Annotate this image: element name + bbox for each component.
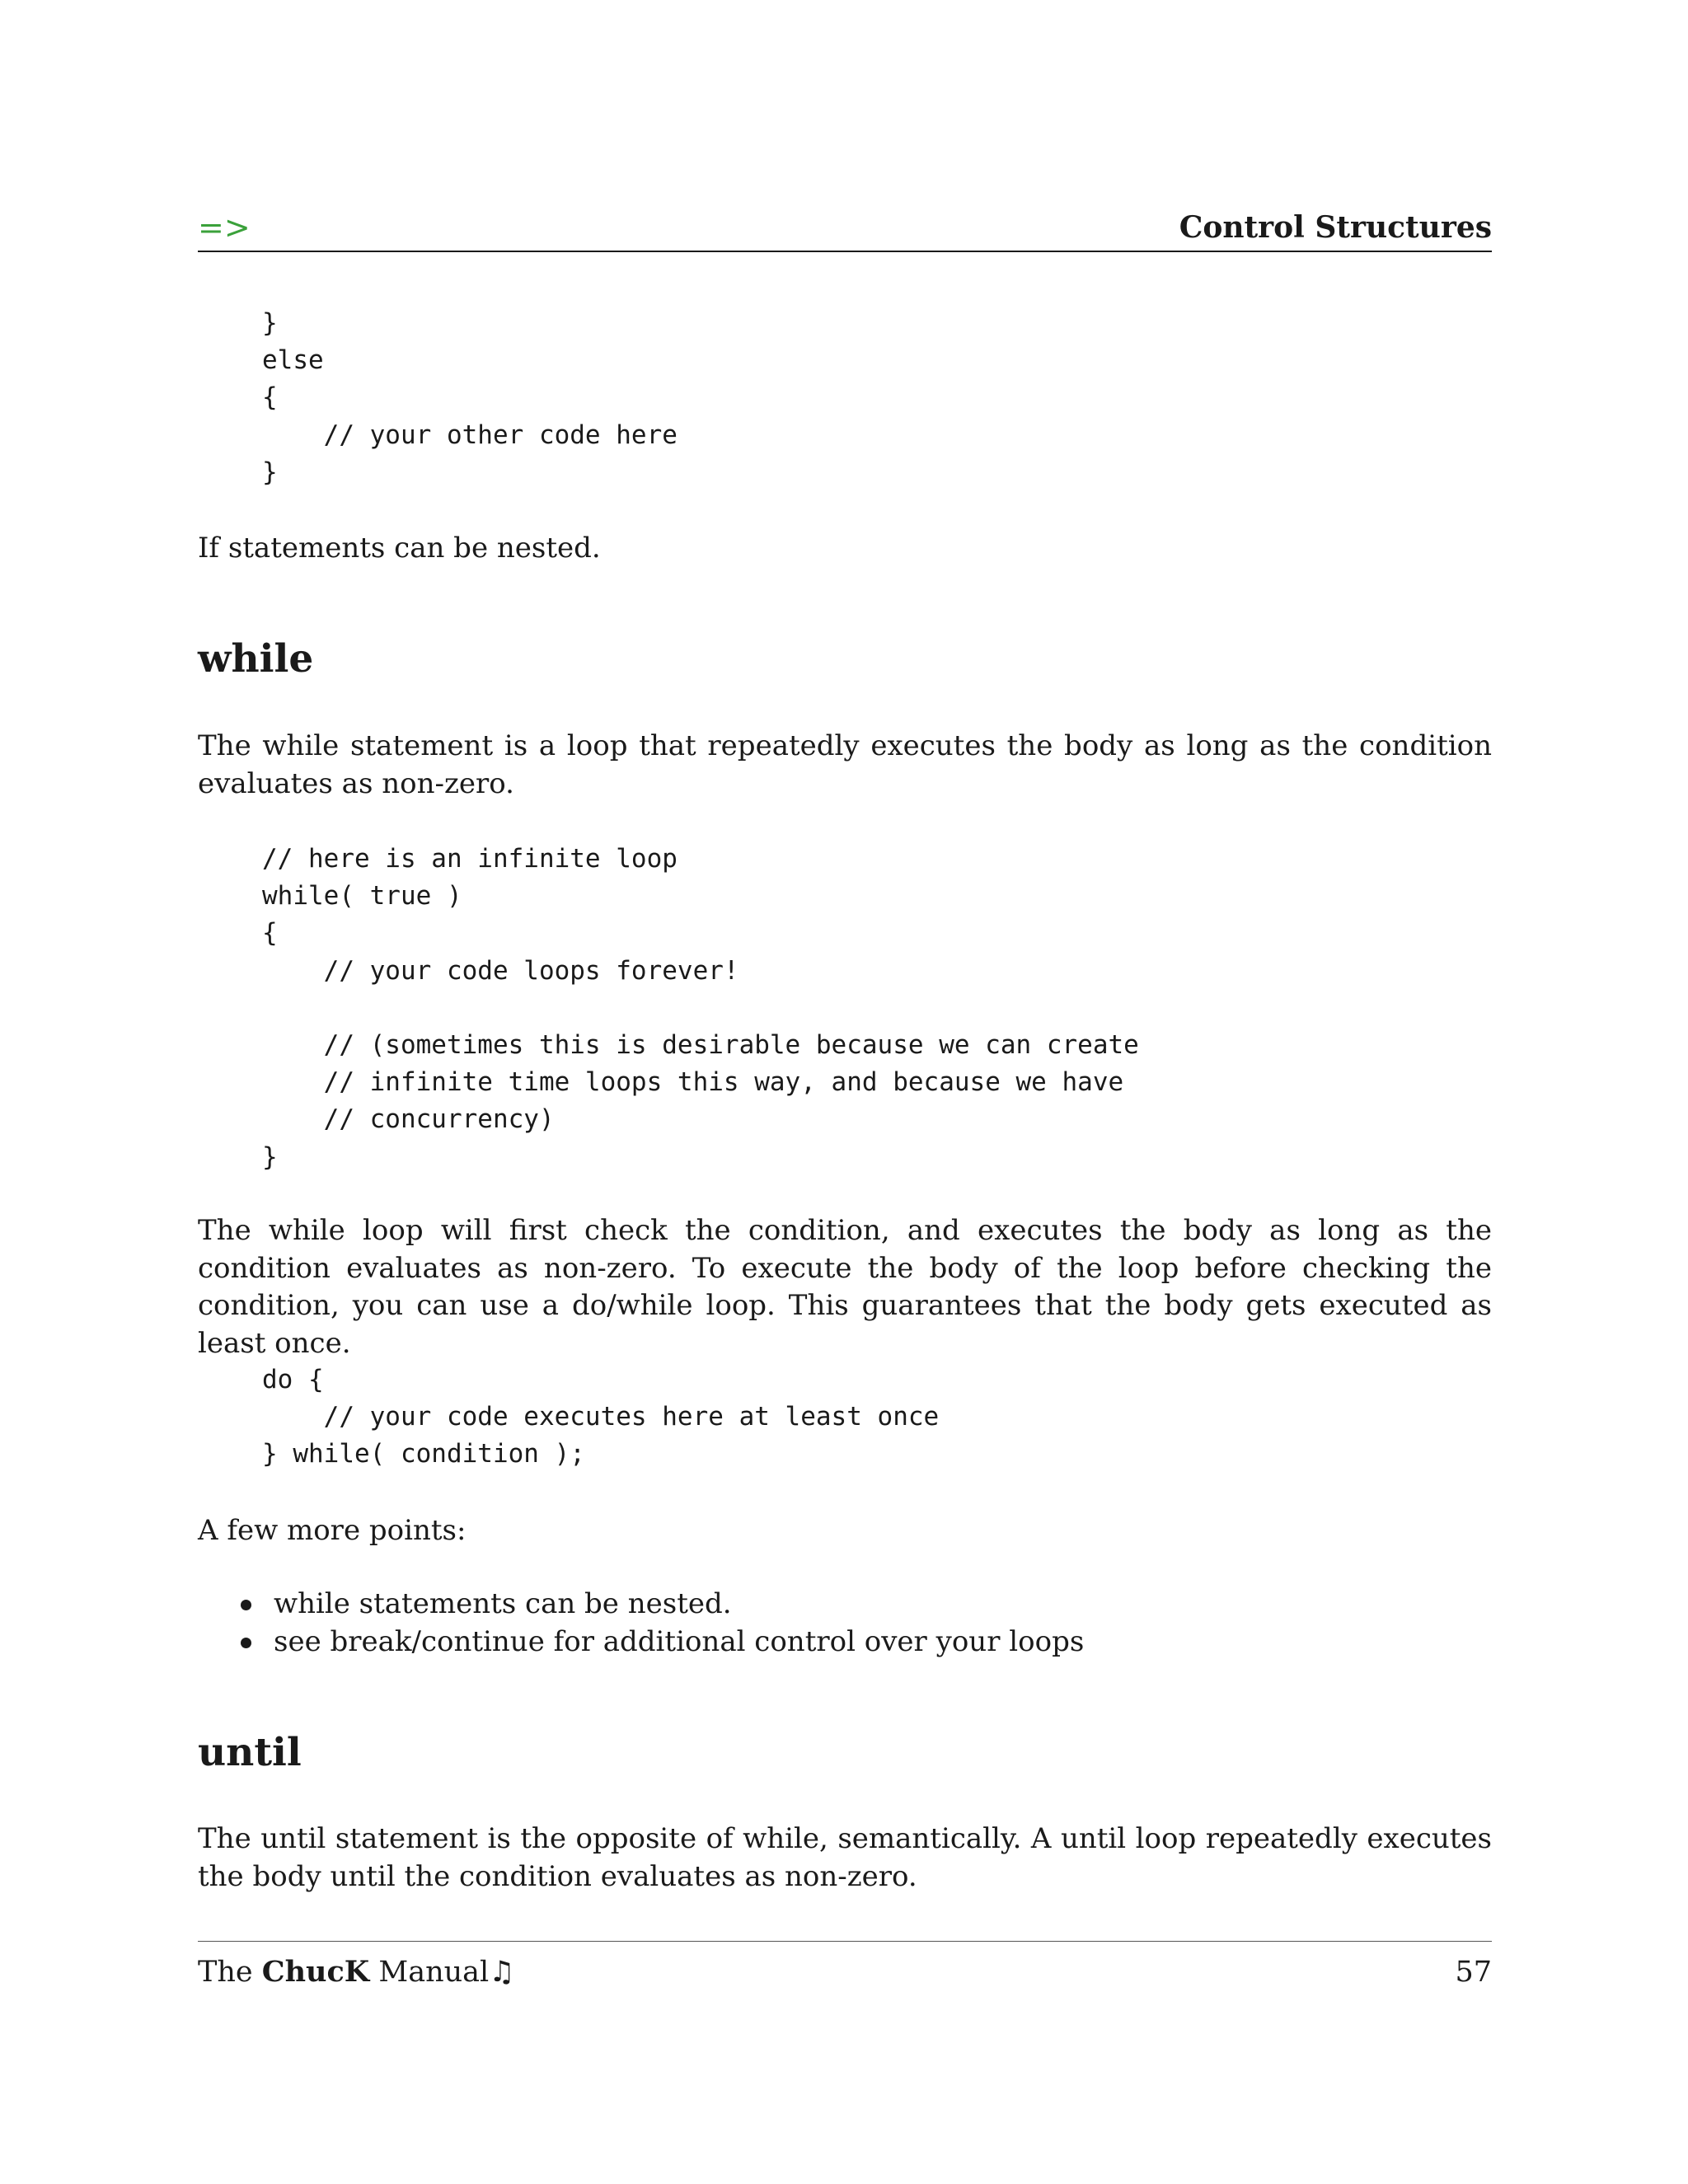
code-line: }: [262, 1141, 278, 1172]
code-line: // your other code here: [262, 419, 678, 450]
footer-suffix: Manual♫: [378, 1956, 515, 1989]
code-line: {: [262, 382, 278, 413]
list-item-text: while statements can be nested.: [274, 1587, 732, 1620]
paragraph-more-points: A few more points:: [198, 1514, 467, 1547]
bullet-icon: [241, 1600, 251, 1610]
paragraph-while-detail: The while loop will first check the condition, and executes the body as long as the condition evaluates as non-zero. To execute the body of the loop before checking the condition, you can use a do/while loop. This guarantees that the body gets executed as least once.: [198, 1214, 1492, 1360]
running-header: [198, 204, 1492, 252]
paragraph-if-nested: If statements can be nested.: [198, 532, 601, 565]
page-number: 57: [1455, 1956, 1492, 1989]
code-line: } while( condition );: [262, 1439, 585, 1469]
footer-prefix: The: [198, 1956, 253, 1989]
header-arrow: =>: [198, 209, 251, 246]
paragraph-until: The until statement is the opposite of while, semantically. A until loop repeatedly executes the body until the condition evaluates as non-zero.: [198, 1822, 1492, 1893]
list-item-text: see break/continue for additional control over your loops: [274, 1624, 1085, 1658]
code-line: }: [262, 457, 278, 487]
footer-title: [198, 1952, 515, 1993]
paragraph-while-intro: The while statement is a loop that repeatedly executes the body as long as the condition evaluates as non-zero.: [198, 729, 1492, 800]
section-title: Control Structures: [1179, 210, 1492, 245]
bullet-list: [241, 1586, 1084, 1661]
footer-brand: ChucK: [261, 1955, 370, 1989]
code-line: do {: [262, 1365, 324, 1394]
footer-divider: [198, 1941, 1492, 1942]
bullet-icon: [241, 1638, 251, 1648]
manual-page: [198, 0, 1492, 2184]
code-block-while: [262, 841, 1139, 1176]
list-item: [241, 1586, 1084, 1624]
running-footer: [198, 1952, 1492, 1993]
code-line: // (sometimes this is desirable because we can create: [262, 1029, 1139, 1060]
code-line: [262, 990, 1139, 1027]
code-line: // concurrency): [262, 1104, 555, 1135]
code-line: else: [262, 345, 324, 376]
code-line: while( true ): [262, 881, 462, 912]
code-block-else: [262, 305, 678, 491]
code-line: // here is an infinite loop: [262, 844, 678, 874]
code-line: {: [262, 918, 278, 949]
code-line: // your code loops forever!: [262, 955, 739, 986]
code-line: }: [262, 308, 278, 338]
heading-while: while: [198, 636, 314, 682]
code-line: // your code executes here at least once: [262, 1402, 940, 1432]
code-line: // infinite time loops this way, and because we have: [262, 1067, 1124, 1098]
code-block-do-while: [262, 1361, 939, 1474]
heading-until: until: [198, 1730, 302, 1775]
list-item: [241, 1624, 1084, 1661]
